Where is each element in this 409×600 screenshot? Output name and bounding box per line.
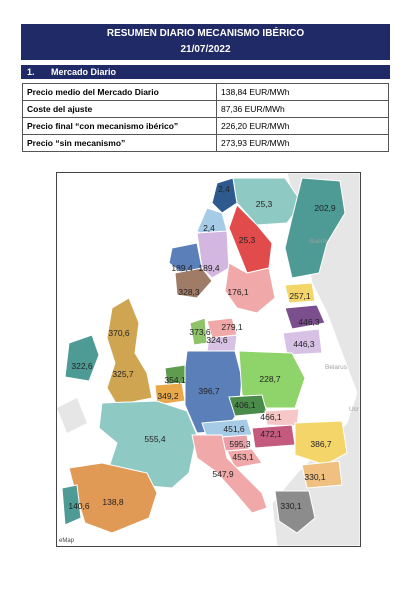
report-date: 21/07/2022 — [180, 44, 231, 55]
zone-area-gb — [107, 298, 152, 405]
zone-value-nl: 354,1 — [164, 375, 186, 385]
zone-value-se1: 25,3 — [255, 199, 273, 209]
zone-value-no5: 189,4 — [171, 263, 193, 273]
country-label-suomi: Suomi — [309, 238, 328, 245]
zone-value-sk: 466,1 — [260, 412, 282, 422]
prices-table — [22, 83, 389, 152]
price-value: 87,36 EUR/MWh — [217, 101, 389, 118]
zone-value-es: 138,8 — [102, 497, 124, 507]
zone-value-bg: 330,1 — [304, 472, 326, 482]
zone-value-cz: 406,1 — [234, 400, 256, 410]
zone-value-no1: 189,4 — [198, 263, 220, 273]
report-header — [21, 24, 390, 60]
price-label: Precio “sin mecanismo” — [23, 135, 217, 152]
price-label: Precio final “con mecanismo ibérico” — [23, 118, 217, 135]
section-title: Mercado Diario — [51, 67, 117, 77]
zone-value-no4: 2,4 — [218, 184, 230, 194]
section-number: 1. — [27, 67, 35, 77]
zone-value-at: 451,6 — [223, 424, 245, 434]
zone-value-lt: 446,3 — [293, 339, 315, 349]
zone-value-ro: 386,7 — [310, 439, 332, 449]
price-value: 138,84 EUR/MWh — [217, 84, 389, 101]
zone-value-pt: 140,6 — [68, 501, 90, 511]
section-header — [21, 65, 390, 79]
map-attribution: eMap — [59, 538, 75, 544]
report-title: RESUMEN DIARIO MECANISMO IBÉRICO — [106, 28, 305, 39]
zone-value-hr: 453,1 — [232, 452, 254, 462]
zone-value-fr: 555,4 — [144, 434, 166, 444]
country-label-belarus: Belarus — [325, 364, 348, 371]
zone-area-ie — [65, 335, 99, 381]
zone-value-se4: 176,1 — [227, 287, 249, 297]
price-label: Precio medio del Mercado Diario — [23, 84, 217, 101]
table-row — [23, 135, 389, 152]
neighbour-land-west — [57, 398, 87, 433]
zone-value-de: 396,7 — [198, 386, 220, 396]
table-row — [23, 118, 389, 135]
price-value: 226,20 EUR/MWh — [217, 118, 389, 135]
table-row — [23, 84, 389, 101]
zone-value-dk1: 373,6 — [189, 327, 211, 337]
zone-value-se3: 25,3 — [238, 235, 256, 245]
zone-value-no3: 2,4 — [203, 223, 215, 233]
zone-value-si: 595,3 — [229, 439, 251, 449]
europe-price-map — [56, 172, 361, 547]
zone-value-ie: 322,6 — [71, 361, 93, 371]
zone-value-dk3: 324,6 — [206, 335, 228, 345]
zone-value-gr: 330,1 — [280, 501, 302, 511]
table-row — [23, 101, 389, 118]
zone-value-no2: 328,3 — [178, 287, 200, 297]
zone-value-be: 349,2 — [157, 391, 179, 401]
zone-value-lv: 446,3 — [298, 317, 320, 327]
zone-value-ee: 257,1 — [289, 291, 311, 301]
zone-value-gb2: 325,7 — [112, 369, 134, 379]
zone-value-it: 547,9 — [212, 469, 234, 479]
zone-value-gb: 370,6 — [108, 328, 130, 338]
zone-value-hu: 472,1 — [260, 429, 282, 439]
price-value: 273,93 EUR/MWh — [217, 135, 389, 152]
price-label: Coste del ajuste — [23, 101, 217, 118]
zone-value-pl: 228,7 — [259, 374, 281, 384]
country-label-ucr: Ucr — [349, 406, 360, 413]
zone-value-fi: 202,9 — [314, 203, 336, 213]
zone-value-dk2: 279,1 — [221, 322, 243, 332]
